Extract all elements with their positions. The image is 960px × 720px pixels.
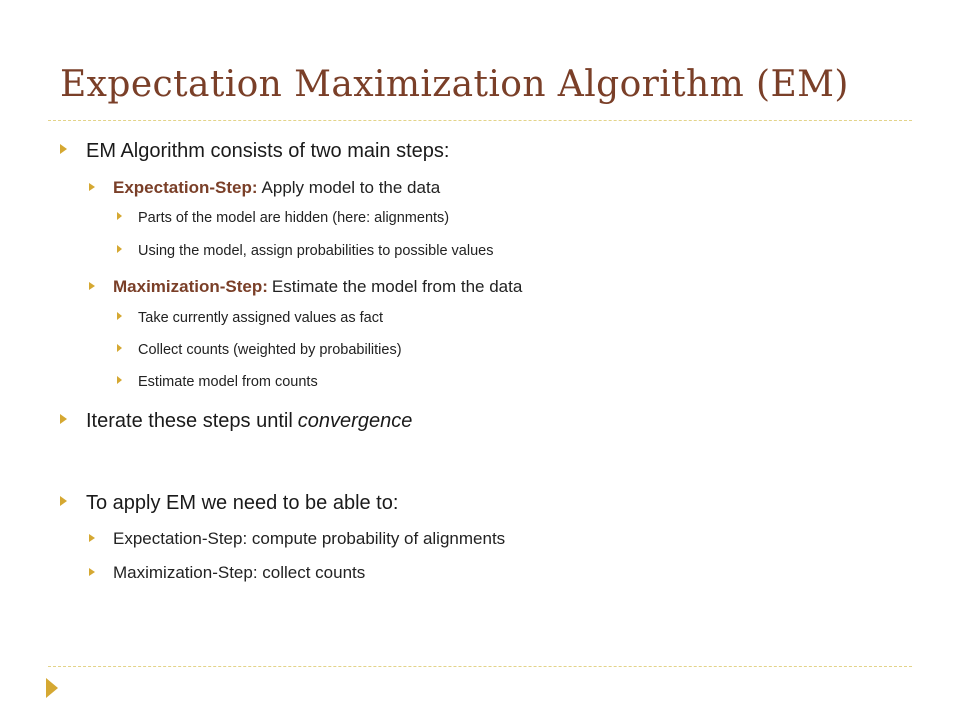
bullet-arrow-icon — [60, 414, 67, 424]
bullet-text: Estimate model from counts — [138, 374, 318, 390]
bullet-expectation-step — [89, 178, 440, 198]
bullet-text: Maximization-Step: collect counts — [113, 563, 366, 582]
slide-title: Expectation Maximization Algorithm (EM) — [60, 64, 849, 105]
bullet-text: Estimate the model from the data — [271, 277, 523, 296]
bullet-iterate — [60, 410, 412, 433]
bullet-text: Expectation-Step: compute probability of alignments — [113, 529, 506, 548]
bullet-text: Parts of the model are hidden (here: alignments) — [138, 210, 450, 226]
bullet-expectation-compute — [89, 529, 505, 549]
bullet-label: Maximization-Step: — [113, 277, 268, 296]
bullet-arrow-icon — [89, 183, 95, 191]
bullet-estimate-model — [117, 374, 318, 390]
bullet-apply-em — [60, 492, 398, 515]
bullet-text: To apply EM we need to be able to: — [86, 492, 399, 514]
bullet-maximization-collect — [89, 563, 365, 583]
bullet-arrow-icon — [117, 312, 122, 320]
bullet-collect-counts — [117, 342, 402, 358]
bullet-arrow-icon — [117, 212, 122, 220]
bullet-take-values — [117, 310, 383, 326]
bullet-arrow-icon — [117, 344, 122, 352]
bullet-arrow-icon — [89, 534, 95, 542]
bullet-text: Iterate these steps until — [86, 410, 293, 432]
bullet-text: Take currently assigned values as fact — [138, 310, 384, 326]
bullet-text: EM Algorithm consists of two main steps: — [86, 140, 450, 162]
footer-arrow-icon — [46, 678, 58, 698]
bullet-hidden-parts — [117, 210, 449, 226]
footer-divider — [48, 666, 912, 667]
bullet-arrow-icon — [60, 496, 67, 506]
bullet-text: Apply model to the data — [261, 178, 441, 197]
bullet-arrow-icon — [117, 245, 122, 253]
bullet-em-steps — [60, 140, 449, 163]
bullet-maximization-step — [89, 277, 522, 297]
bullet-text: Collect counts (weighted by probabilities) — [138, 342, 402, 358]
bullet-arrow-icon — [89, 568, 95, 576]
bullet-arrow-icon — [60, 144, 67, 154]
bullet-emphasis: convergence — [297, 410, 413, 432]
bullet-assign-probabilities — [117, 243, 493, 259]
bullet-arrow-icon — [89, 282, 95, 290]
bullet-arrow-icon — [117, 376, 122, 384]
bullet-label: Expectation-Step: — [113, 178, 258, 197]
bullet-text: Using the model, assign probabilities to possible values — [138, 243, 494, 259]
